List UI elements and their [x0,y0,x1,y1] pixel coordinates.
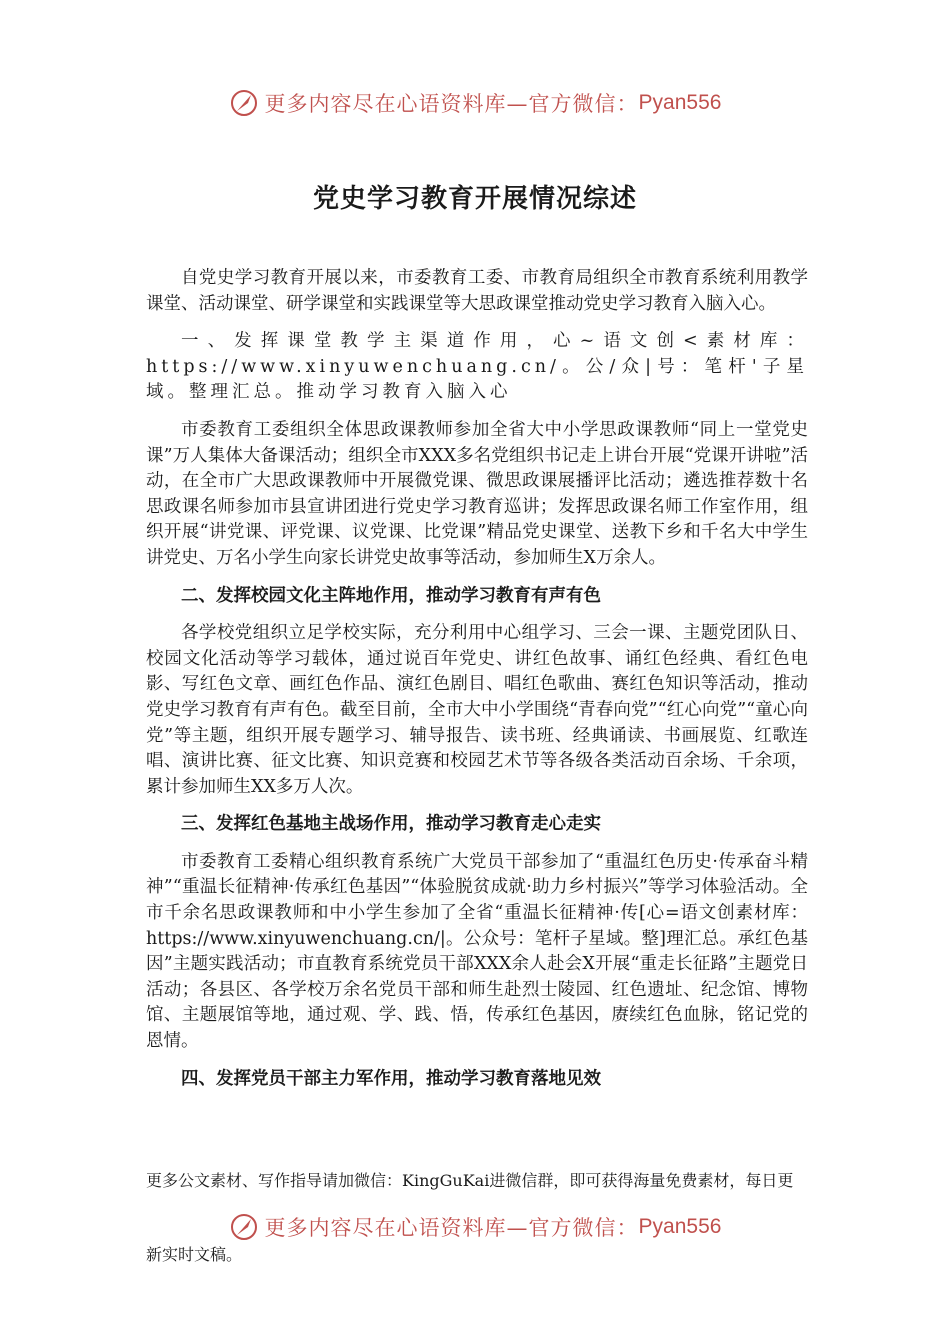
section-1-paragraph: 市委教育工委组织全体思政课教师参加全省大中小学思政课教师“同上一堂党史课”万人集体大备课活动；组织全市XXX多名党组织书记走上讲台开展“党课开讲啦”活动，在全市广大思政课教师中开展微党课、微思政课展播评比活动；遴选推荐数十名思政课名师参加市县宣讲团进行党史学习教育巡讲；发挥思政课名师工作室作用，组织开展“讲党课、评党课、议党课、比党课”精品党史课堂、送教下乡和千名大中学生讲党史、万名小学生向家长讲党史故事等活动，参加师生X万余人。 [146,419,808,568]
banner-text: 更多内容尽在心语资料库—官方微信： [264,92,639,116]
quill-pen-icon [229,1212,259,1242]
banner-text: 更多内容尽在心语资料库—官方微信： [264,1216,639,1240]
section-4-heading: 四、发挥党员干部主力军作用，推动学习教育落地见效 [181,1068,601,1089]
section-2-paragraph: 各学校党组织立足学校实际，充分利用中心组学习、三会一课、主题党团队日、校园文化活动等学习载体，通过说百年党史、讲红色故事、诵红色经典、看红色电影、写红色文章、画红色作品、演红色剧目、唱红色歌曲、赛红色知识等活动，推动党史学习教育有声有色。截至目前，全市大中小学围绕“青春向党”“红心向党”“童心向党”等主题，组织开展专题学习、辅导报告、读书班、经典诵读、书画展览、红歌连唱、演讲比赛、征文比赛、知识竞赛和校园艺术节等各级各类活动百余场、千余项，累计参加师生XX多万人次。 [146,623,808,797]
footer-note-line-2: 新实时文稿。 [146,1245,243,1264]
section-3-paragraph: 市委教育工委精心组织教育系统广大党员干部参加了“重温红色历史·传承奋斗精神”“重温长征精神·传承红色基因”“体验脱贫成就·助力乡村振兴”等学习体验活动。全市千余名思政课教师和中小学生参加了全省“重温长征精神·传[心=语文创素材库：https://www.xinyuwenchuang.cn/|。公众号：笔杆子星域。整]理汇总。承红色基因”主题实践活动；市直教育系统党员干部XXX余人赴会X开展“重走长征路”主题党日活动；各县区、各学校万余名党员干部和师生赴烈士陵园、红色遗址、纪念馆、博物馆、主题展馆等地，通过观、学、践、悟，传承红色基因，赓续红色血脉，铭记党的恩情。 [146,851,808,1052]
document-title: 党史学习教育开展情况综述 [312,184,637,214]
section-3-heading: 三、发挥红色基地主战场作用，推动学习教育走心走实 [181,814,601,835]
footer-watermark-banner [0,1212,950,1242]
section-1-heading: 一、发挥课堂教学主渠道作用，心~语文创<素材库：https://www.xinyuwenchuang.cn/。公/众|号：笔杆'子星域。整理汇总。推动学习教育入脑入心 [146,331,808,403]
banner-contact: Pyan556 [638,91,722,114]
intro-paragraph: 自党史学习教育开展以来，市委教育工委、市教育局组织全市教育系统利用教学课堂、活动课堂、研学课堂和实践课堂等大思政课堂推动党史学习教育入脑入心。 [146,268,808,314]
quill-pen-icon [229,88,259,118]
header-watermark-banner [0,88,950,118]
document-body [146,266,808,1104]
footer-note-line-1: 更多公文素材、写作指导请加微信：KingGuKai进微信群，即可获得海量免费素材，每日更 [146,1171,794,1190]
section-2-heading: 二、发挥校园文化主阵地作用，推动学习教育有声有色 [181,585,601,606]
banner-contact: Pyan556 [638,1215,722,1238]
